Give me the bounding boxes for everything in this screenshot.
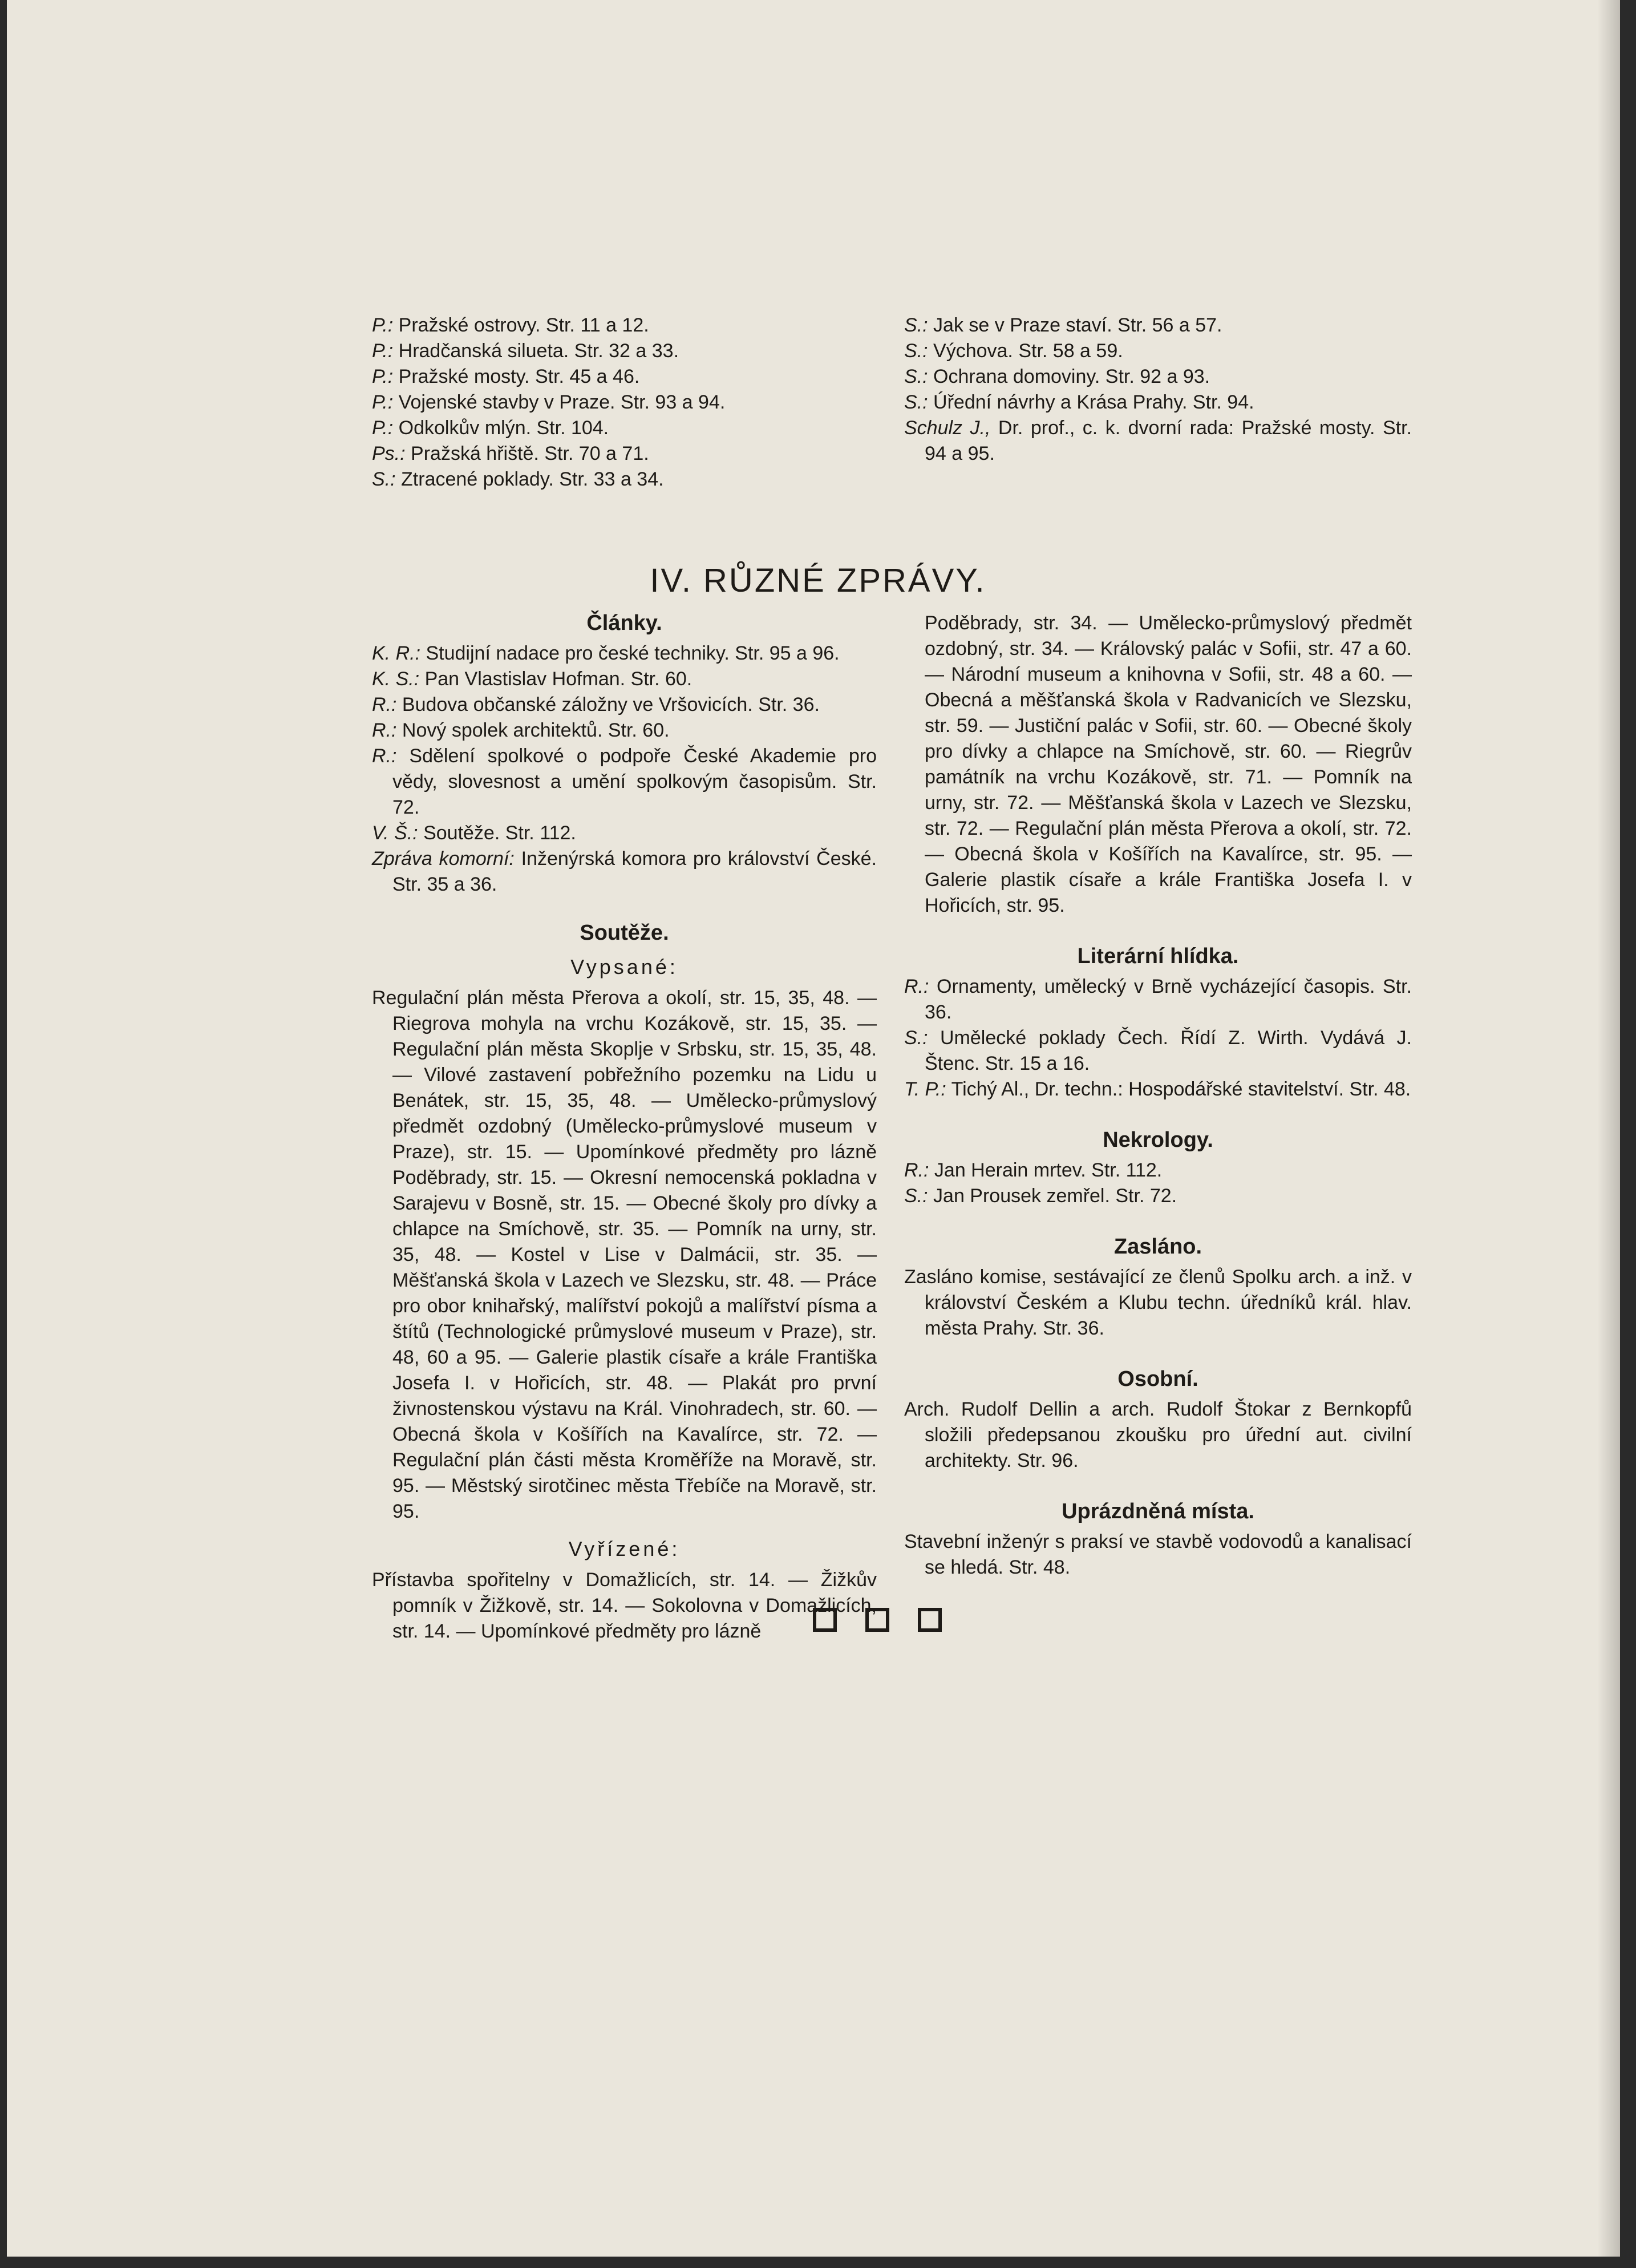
list-item: Schulz J., Dr. prof., c. k. dvorní rada: Pražské mosty. Str. 94 a 95. — [904, 417, 1412, 464]
list-item: S.: Umělecké poklady Čech. Řídí Z. Wirth. Vydává J. Štenc. Str. 15 a 16. — [904, 1027, 1412, 1074]
list-item: S.: Jan Prousek zemřel. Str. 72. — [904, 1185, 1177, 1207]
vypsane-text: Regulační plán města Přerova a okolí, str. 15, 35, 48. — Riegrova mohyla na vrchu Kozákově, str. 15, 35. — Regulační plán města Skoplje v Srbsku, str. 15, 35, 48. — Vilové zastavení pobřežního pozemku na Lidu u Benátek, str. 15, 35, 48. — Umělecko-průmyslový předmět ozdobný (Umělecko-průmyslové museum v Praze), str. 15. — Upomínkové předměty pro lázně Poděbrady, str. 15. — Okresní nemocenská pokladna v Sarajevu v Bosně, str. 15. — Obecné školy pro dívky a chlapce na Smíchově, str. 35. — Pomník na urny, str. 35, 48. — Kostel v Lise v Dalmácii, str. 35. — Měšťanská škola v Lazech ve Slezsku, str. 48. — Práce pro obor knihařský, malířství pokojů a malířství písma a štítů (Technologické průmyslové museum v Praze), str. 48, 60 a 95. — Galerie plastik císaře a krále Františka Josefa I. v Hořicích, str. 48. — Plakát pro první živnostenskou výstavu na Král. Vinohradech, str. 60. — Obecná škola v Košířích na Kavalírce, str. 72. — Regulační plán části města Kroměříže na Moravě, str. 95. — Městský sirotčinec města Třebíče na Moravě, str. 95. — [372, 987, 877, 1522]
section-title: IV. RŮZNÉ ZPRÁVY. — [650, 561, 986, 599]
left-column — [372, 611, 877, 1644]
zaslano-heading: Zasláno. — [1113, 1235, 1202, 1259]
osobni-heading: Osobní. — [1117, 1367, 1198, 1391]
top-left-column — [372, 313, 726, 492]
list-item: P.: Odkolkův mlýn. Str. 104. — [372, 417, 609, 439]
list-item: P.: Pražské ostrovy. Str. 11 a 12. — [372, 314, 649, 336]
vyrizene-text: Přístavba spořitelny v Domažlicích, str. 14. — Žižkův pomník v Žižkově, str. 14. — Sokolovna v Domažlicích, str. 14. — Upomínkové předměty pro lázně — [372, 1569, 877, 1642]
top-right-column — [904, 313, 1412, 467]
list-item: R.: Jan Herain mrtev. Str. 112. — [904, 1159, 1163, 1181]
list-item: Zpráva komorní: Inženýrská komora pro království České. Str. 35 a 36. — [372, 848, 877, 895]
list-item: K. R.: Studijní nadace pro české techniky. Str. 95 a 96. — [372, 642, 840, 664]
vyrizene-label: Vyřízené: — [568, 1537, 681, 1560]
list-item: R.: Budova občanské záložny ve Vršovicích. Str. 36. — [372, 694, 820, 715]
list-item: S.: Ochrana domoviny. Str. 92 a 93. — [904, 366, 1210, 387]
zaslano-text: Zasláno komise, sestávající ze členů Spolku arch. a inž. v království Českém a Klubu techn. úředníků král. hlav. města Prahy. Str. 36. — [904, 1266, 1412, 1339]
square-ornament-icon — [918, 1608, 942, 1632]
list-item: S.: Výchova. Str. 58 a 59. — [904, 340, 1123, 362]
list-item: Ps.: Pražská hřiště. Str. 70 a 71. — [372, 443, 649, 464]
list-item: T. P.: Tichý Al., Dr. techn.: Hospodářské stavitelství. Str. 48. — [904, 1078, 1411, 1100]
list-item: R.: Ornamenty, umělecký v Brně vycházející časopis. Str. 36. — [904, 976, 1412, 1023]
vyrizene-continued: Poděbrady, str. 34. — Umělecko-průmyslový předmět ozdobný, str. 34. — Královský palác v Sofii, str. 47 a 60. — Národní museum a knihovna v Sofii, str. 48 a 60. — Obecná a měšťanská škola v Radvanicích ve Slezsku, str. 59. — Justiční palác v Sofii, str. 60. — Obecné školy pro dívky a chlapce na Smíchově, str. 60. — Riegrův památník na vrchu Kozákově, str. 71. — Pomník na urny, str. 72. — Měšťanská škola v Lazech ve Slezsku, str. 72. — Regulační plán města Přerova a okolí, str. 72. — Obecná škola v Košířích na Kavalírce, str. 95. — Galerie plastik císaře a krále Františka Josefa I. v Hořicích, str. 95. — [925, 612, 1412, 916]
list-item: R.: Sdělení spolkové o podpoře České Akademie pro vědy, slovesnost a umění spolkovým časopisům. Str. 72. — [372, 745, 877, 818]
nekrology-heading: Nekrology. — [1103, 1128, 1213, 1152]
list-item: S.: Ztracené poklady. Str. 33 a 34. — [372, 468, 664, 490]
list-item: P.: Vojenské stavby v Praze. Str. 93 a 94. — [372, 391, 726, 413]
osobni-text: Arch. Rudolf Dellin a arch. Rudolf Štokar z Bernkopfů složili předepsanou zkoušku pro úřední aut. civilní architekty. Str. 96. — [904, 1398, 1412, 1471]
clanky-heading: Články. — [586, 611, 662, 635]
list-item: S.: Jak se v Praze staví. Str. 56 a 57. — [904, 314, 1222, 336]
list-item: S.: Úřední návrhy a Krása Prahy. Str. 94. — [904, 391, 1254, 413]
list-item: R.: Nový spolek architektů. Str. 60. — [372, 719, 670, 741]
end-ornament — [813, 1608, 942, 1632]
souteze-heading: Soutěže. — [580, 921, 669, 945]
uprazdnena-text: Stavební inženýr s praksí ve stavbě vodovodů a kanalisací se hledá. Str. 48. — [904, 1531, 1412, 1578]
square-ornament-icon — [813, 1608, 837, 1632]
uprazdnena-heading: Uprázdněná místa. — [1062, 1499, 1254, 1523]
right-column — [904, 611, 1412, 1580]
page-edge-shadow — [1597, 0, 1620, 2257]
literarni-heading: Literární hlídka. — [1077, 944, 1239, 968]
list-item: P.: Pražské mosty. Str. 45 a 46. — [372, 366, 640, 387]
list-item: K. S.: Pan Vlastislav Hofman. Str. 60. — [372, 668, 693, 690]
list-item: V. Š.: Soutěže. Str. 112. — [372, 822, 576, 844]
list-item: P.: Hradčanská silueta. Str. 32 a 33. — [372, 340, 679, 362]
square-ornament-icon — [865, 1608, 889, 1632]
vypsane-label: Vypsané: — [570, 955, 678, 979]
